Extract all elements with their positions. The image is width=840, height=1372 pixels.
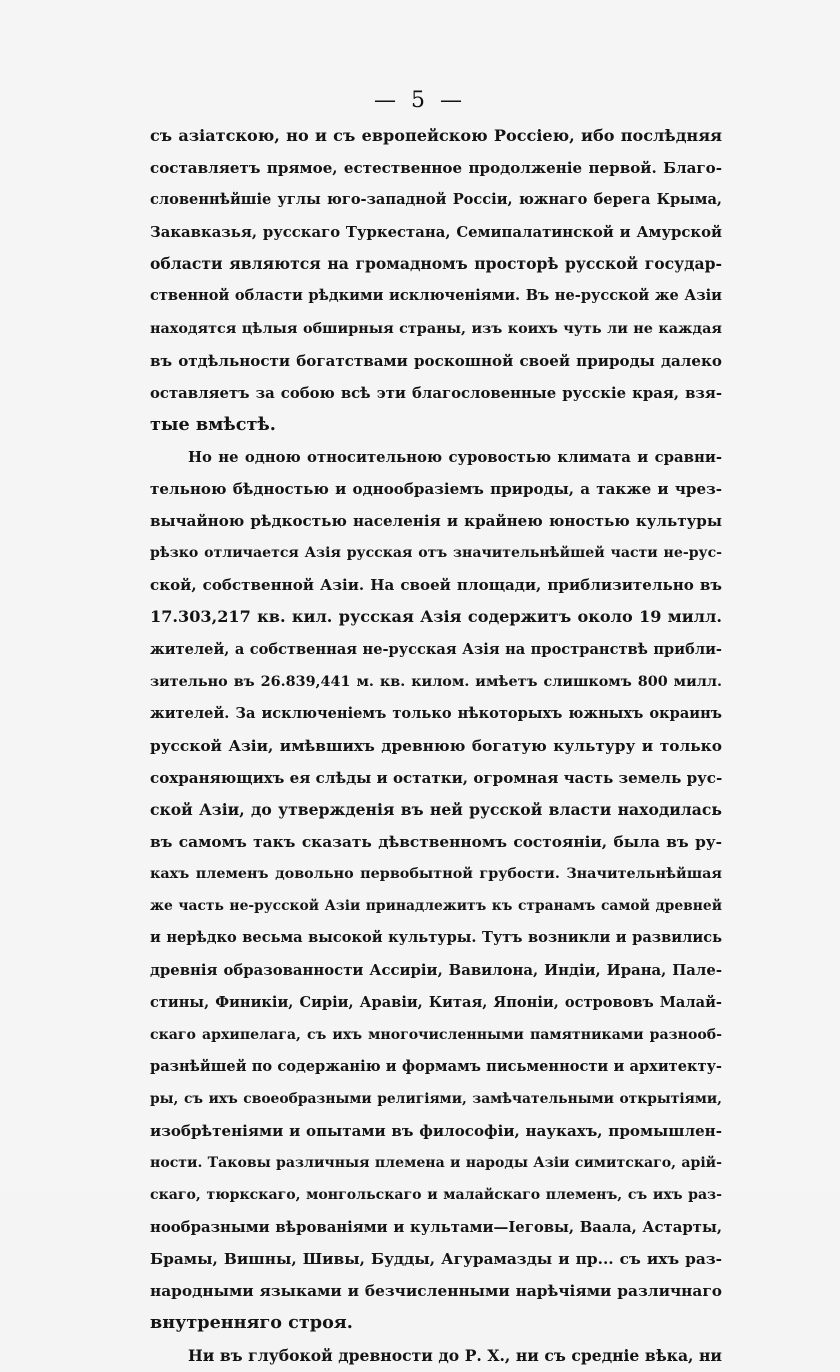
text-line: Закавказья, русскаго Туркестана, Семипалатинской и Амурской <box>150 223 722 242</box>
text-line: ственной области рѣдкими исключеніями. Въ не-русской же Азіи <box>150 287 722 305</box>
text-line: древнія образованности Ассиріи, Вавилона, Индіи, Ирана, Пале- <box>150 961 722 980</box>
text-line: Но не одною относительною суровостью климата и сравни- <box>188 447 722 466</box>
text-line: оставляетъ за собою всѣ эти благословенные русскіе края, взя- <box>150 383 722 402</box>
text-line: скаго архипелага, съ ихъ многочисленными памятниками разнооб- <box>150 1026 722 1043</box>
body-text <box>150 120 722 1372</box>
text-line: жителей, а собственная не-русская Азія на пространствѣ прибли- <box>150 640 722 658</box>
text-line: тельною бѣдностью и однообразіемъ природы, а также и чрез- <box>150 480 722 499</box>
text-line: вычайною рѣдкостью населенія и крайнею юностью культуры <box>150 512 722 531</box>
text-line: въ отдѣльности богатствами роскошной своей природы далеко <box>150 351 722 370</box>
text-line: находятся цѣлыя обширныя страны, изъ коихъ чуть ли не каждая <box>150 320 722 337</box>
text-line: нообразными вѣрованіями и культами—Іеговы, Ваала, Астарты, <box>150 1218 722 1237</box>
text-line: изобрѣтеніями и опытами въ философіи, наукахъ, промышлен- <box>150 1121 722 1140</box>
text-line: зительно въ 26.839,441 м. кв. килом. имѣетъ слишкомъ 800 милл. <box>150 673 722 690</box>
text-line: народными языками и безчисленными нарѣчіями различнаго <box>150 1282 722 1301</box>
text-line: жителей. За исключеніемъ только нѣкоторыхъ южныхъ окраинъ <box>150 704 722 722</box>
text-line: скаго, тюркскаго, монгольскаго и малайскаго племенъ, съ ихъ раз- <box>150 1187 722 1204</box>
text-line: Ни въ глубокой древности до Р. Х., ни съ средніе вѣка, ни <box>188 1345 722 1365</box>
text-line: внутренняго строя. <box>150 1312 353 1334</box>
text-line: 17.303,217 кв. кил. русская Азія содержитъ около 19 милл. <box>150 607 722 627</box>
text-line: ности. Таковы различныя племена и народы Азіи симитскаго, арій- <box>150 1155 722 1171</box>
text-line: стины, Финикіи, Сиріи, Аравіи, Китая, Японіи, острововъ Малай- <box>150 993 722 1011</box>
text-line: въ самомъ такъ сказать дѣвственномъ состояніи, была въ ру- <box>150 833 722 852</box>
text-line: ской, собственной Азіи. На своей площади, приблизительно въ <box>150 576 722 595</box>
text-line: русской Азіи, имѣвшихъ древнюю богатую культуру и только <box>150 736 722 755</box>
text-line: ры, съ ихъ своеобразными религіями, замѣчательными открытіями, <box>150 1090 722 1107</box>
page-number: — 5 — <box>374 88 466 113</box>
text-line: тые вмѣстѣ. <box>150 413 276 435</box>
text-line: словеннѣйшіе углы юго-западной Россіи, южнаго берега Крыма, <box>150 191 722 209</box>
text-line: Брамы, Вишны, Шивы, Будды, Агурамазды и пр... съ ихъ раз- <box>150 1250 722 1269</box>
text-line: же часть не-русской Азіи принадлежитъ къ странамъ самой древней <box>150 898 722 915</box>
text-line: съ азіатскою, но и съ европейскою Россіею, ибо послѣдняя <box>150 126 722 145</box>
text-line: сохраняющихъ ея слѣды и остатки, огромная часть земель рус- <box>150 768 722 787</box>
text-line: ской Азіи, до утвержденія въ ней русской власти находилась <box>150 799 722 819</box>
text-line: составляетъ прямое, естественное продолженіе первой. Благо- <box>150 159 722 178</box>
text-line: кахъ племенъ довольно первобытной грубости. Значительнѣйшая <box>150 866 722 883</box>
text-line: области являются на громадномъ просторѣ русской государ- <box>150 254 722 274</box>
text-line: и нерѣдко весьма высокой культуры. Тутъ возникли и развились <box>150 929 722 947</box>
text-line: разнѣйшей по содержанію и формамъ письменности и архитекту- <box>150 1057 722 1075</box>
text-line: рѣзко отличается Азія русская отъ значительнѣйшей части не-рус- <box>150 545 722 562</box>
